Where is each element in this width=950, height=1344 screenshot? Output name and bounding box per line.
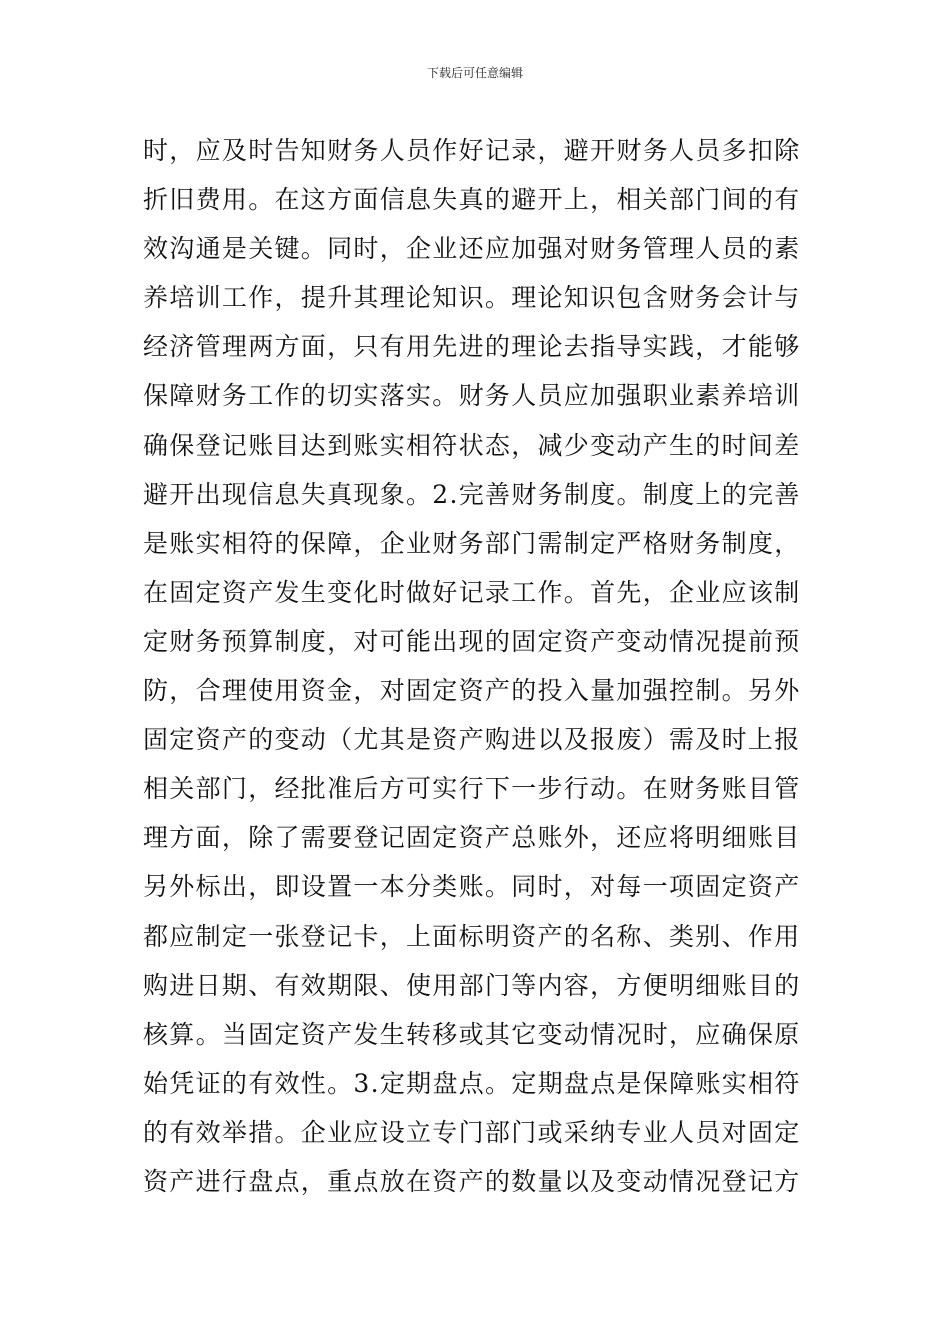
text-line: 防，合理使用资金，对固定资产的投入量加强控制。另外 (143, 676, 801, 706)
text-line: 的有效举措。企业应设立专门部门或采纳专业人员对固定 (143, 1117, 801, 1147)
text-line: 都应制定一张登记卡，上面标明资产的名称、类别、作用 (143, 921, 801, 951)
text-line: 保障财务工作的切实落实。财务人员应加强职业素养培训 (143, 381, 801, 411)
text-line: 在固定资产发生变化时做好记录工作。首先，企业应该制 (143, 577, 801, 607)
text-line: 定财务预算制度，对可能出现的固定资产变动情况提前预 (143, 626, 801, 656)
text-line: 经济管理两方面，只有用先进的理论去指导实践，才能够 (143, 332, 801, 362)
text-line: 购进日期、有效期限、使用部门等内容，方便明细账目的 (143, 970, 801, 1000)
text-line: 资产进行盘点，重点放在资产的数量以及变动情况登记方 (143, 1166, 801, 1196)
text-line: 固定资产的变动（尤其是资产购进以及报废）需及时上报 (143, 725, 801, 755)
page-header-note: 下载后可任意编辑 (426, 66, 523, 80)
text-line: 另外标出，即设置一本分类账。同时，对每一项固定资产 (143, 872, 801, 902)
text-line: 避开出现信息失真现象。2.完善财务制度。制度上的完善 (143, 479, 801, 509)
text-line: 效沟通是关键。同时，企业还应加强对财务管理人员的素 (143, 234, 801, 264)
text-line: 核算。当固定资产发生转移或其它变动情况时，应确保原 (143, 1019, 801, 1049)
text-line: 时，应及时告知财务人员作好记录，避开财务人员多扣除 (143, 136, 801, 165)
text-line: 理方面，除了需要登记固定资产总账外，还应将明细账目 (143, 823, 801, 853)
text-line: 折旧费用。在这方面信息失真的避开上，相关部门间的有 (143, 185, 801, 215)
text-line: 相关部门，经批准后方可实行下一步行动。在财务账目管 (143, 774, 801, 804)
body-text (143, 126, 813, 1206)
text-line: 是账实相符的保障，企业财务部门需制定严格财务制度， (143, 528, 801, 558)
text-line: 养培训工作，提升其理论知识。理论知识包含财务会计与 (143, 283, 801, 313)
text-line: 确保登记账目达到账实相符状态，减少变动产生的时间差 (143, 430, 801, 460)
text-line: 始凭证的有效性。3.定期盘点。定期盘点是保障账实相符 (143, 1068, 801, 1098)
